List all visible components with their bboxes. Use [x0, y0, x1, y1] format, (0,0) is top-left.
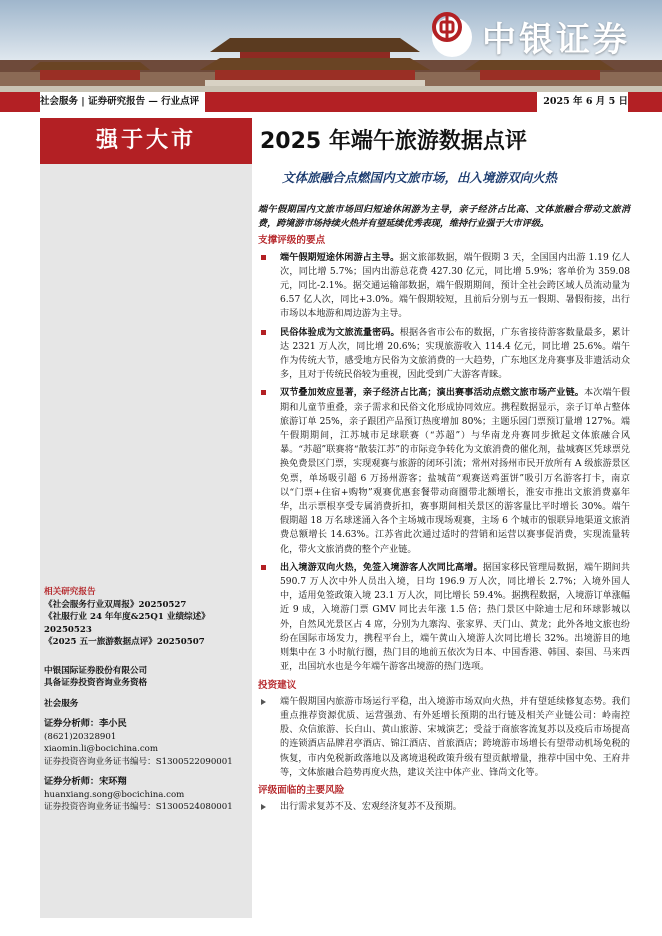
analyst-1-email[interactable]: xiaomin.li@bocichina.com — [44, 744, 159, 754]
company-qualification: 具备证券投资咨询业务资格 — [44, 678, 148, 688]
page-title: 2025 年端午旅游数据点评 — [260, 129, 527, 154]
rating-badge: 强于大市 — [40, 118, 252, 164]
abstract: 端午假期国内文旅市场回归短途休闲游为主导，亲子经济占比高、文体旅融合带动文旅消费，跨境游市场持续火热并有望延续优秀表现，维持行业强于大市评级。 — [258, 204, 630, 230]
key-point-title: 出入境游双向火热，免签入境游客人次同比高增。 — [280, 561, 483, 573]
related-reports-heading: 相关研究报告 — [44, 587, 96, 597]
analyst-1-phone: (8621)20328901 — [44, 731, 117, 742]
key-point-title: 端午假期短途休闲游占主导。 — [280, 251, 400, 263]
section-heading-investment: 投资建议 — [258, 679, 297, 691]
header-banner — [0, 0, 662, 92]
report-category: 社会服务 | 证券研究报告 — 行业点评 — [40, 92, 205, 112]
key-point-text: 据文旅部数据，端午假期 3 天，全国国内出游 1.19 亿人次，同比增 5.7%；国内出游总花费 427.30 亿元，同比增 5.9%；客单价为 359.08 元，同比-2.1%。据交通运输部数据，端午假期期间，预计全社会跨区域人员流动量为 6.57 亿人次，同比+3.0%。端午假期较短，且前后分别与五一假期、暑假衔接，出行市场以本地游和周边游为主导。 — [280, 252, 630, 320]
key-point-text: 根据各省市公布的数据，广东省接待游客数量最多，累计达 2321 万人次，同比增 20.6%；实现旅游收入 114.4 亿元，同比增 25.6%。端午作为传统大节，感受地方民俗为文旅消费的一大趋势，广东地区龙舟赛事及非遗活动众多，且对于传统民俗较为重视，因此受到广大游客青睐。 — [280, 327, 630, 381]
analyst-1-cert: 证券投资咨询业务证书编号：S1300522090001 — [44, 756, 233, 767]
analyst-2-email[interactable]: huanxiang.song@bocichina.com — [44, 789, 185, 800]
key-point-title: 双节叠加效应显著，亲子经济占比高；演出赛事活动点燃文旅市场产业链。 — [280, 387, 585, 399]
related-report-item[interactable]: 《2025 五一旅游数据点评》20250507 — [44, 637, 205, 647]
risk-text: 出行需求复苏不及、宏观经济复苏不及预期。 — [258, 800, 630, 814]
page-subtitle: 文体旅融合点燃国内文旅市场，出入境游双向火热 — [282, 170, 558, 185]
key-point — [258, 326, 630, 383]
sector-label: 社会服务 — [44, 698, 79, 709]
key-point — [258, 561, 630, 675]
main-content — [258, 203, 630, 818]
analyst-1-name: 证券分析师：李小民 — [44, 718, 127, 729]
related-report-item[interactable]: 《社服行业 24 年年度&25Q1 业绩综述》20250523 — [44, 612, 210, 635]
analyst-2-cert: 证券投资咨询业务证书编号：S1300524080001 — [44, 802, 233, 812]
key-point — [258, 251, 630, 322]
key-point — [258, 386, 630, 556]
analyst-2-name: 证券分析师：宋环翔 — [44, 776, 127, 787]
section-heading-points: 支撑评级的要点 — [258, 235, 326, 247]
report-date: 2025 年 6 月 5 日 — [537, 92, 628, 112]
company-name: 中银国际证券股份有限公司 — [44, 665, 148, 676]
sidebar-content — [44, 586, 248, 814]
key-point-title: 民俗体验成为文旅流量密码。 — [280, 326, 400, 338]
bank-logo-icon — [432, 17, 472, 57]
related-report-item[interactable]: 《社会服务行业双周报》20250527 — [44, 599, 187, 610]
key-point-text: 据国家移民管理局数据，端午期间共 590.7 万人次中外人员出入境，日均 196.9 万人次，同比增长 2.7%；入境外国人中，适用免签政策入境 23.1 万人次，同比增长 59.4%。据携程数据，入境游订单涨幅近 9 成，入境游门票 GMV 同比去年涨 1.5 倍；热门景区中除迪士尼和环球影城以外，自然风光景区占 4 席，分别为九寨沟、张家界、天门山、黄龙；此外各地文旅也纷纷在国际市场发力，携程平台上，端午黄山入境游人次同比增长 32%。出境游目的地则集中在 3 小时航行圈，热门目的地前五依次为日本、中国香港、韩国、泰国、马来西亚，出国坑水也是今年端午游客出境游的热门选项。 — [280, 562, 630, 673]
brand-name: 中银证券 — [482, 20, 630, 60]
investment-advice: 端午假期国内旅游市场运行平稳，出入境游市场双向火热，并有望延续修复态势。我们重点推荐资源优质、运营强劲、有外延增长预期的出行链及相关产业链公司：岭南控股、众信旅游、长白山、黄山旅游、宋城演艺；受益于商旅客流复苏以及疫后市场提高的连锁酒店品牌君亭酒店、锦江酒店、首旅酒店；跨境游市场增长有望带动机场免税的恢复，市内免税新政落地以及离境退税政策升级有望贡献增量，推荐中国中免、王府井等，文体旅融合趋势再度火热，建议关注中体产业、锋尚文化等。 — [258, 695, 630, 780]
key-point-text: 本次端午假期和儿童节重叠，亲子需求和民俗文化形成协同效应。携程数据显示，亲子订单占整体旅游订单 25%，亲子跟团产品预订热度增加 80%；主题乐园门票预订量增 127%。端午假期期间，江苏城市足球联赛（“苏超”）与华南龙舟赛同步掀起文体旅融合风暴。“苏超”联赛将“散装江苏”的市际竞争转化为文旅消费的催化剂，盐城赛区凭球票兑换免费景区门票，实现观赛与旅游的闭环引流；常州对扬州市民开放所有 A 级旅游景区免票，单场吸引超 6 万扬州游客；盐城苗“观赛送鸡蛋饼”吸引万名游客打卡，南京以“门票+住宿+购物”观赛优惠套餐带动商圈带北额增长，淮安市推出文旅消费嘉年华，出示票根享受专属消费折扣，赛事期间相关景区的游客量比平时增长 30%。端午假期超 18 万名球迷涌入各个主场城市现场观赛，主场 6 个城市的银联异地渠道文旅消费总额增长 14.63%。江苏省此次通过适时的营销和运营以赛事促消费，实现流量转化，带火文旅消费的整个产业链。 — [280, 388, 630, 555]
brand-logo — [432, 12, 630, 61]
section-heading-risk: 评级面临的主要风险 — [258, 784, 345, 796]
